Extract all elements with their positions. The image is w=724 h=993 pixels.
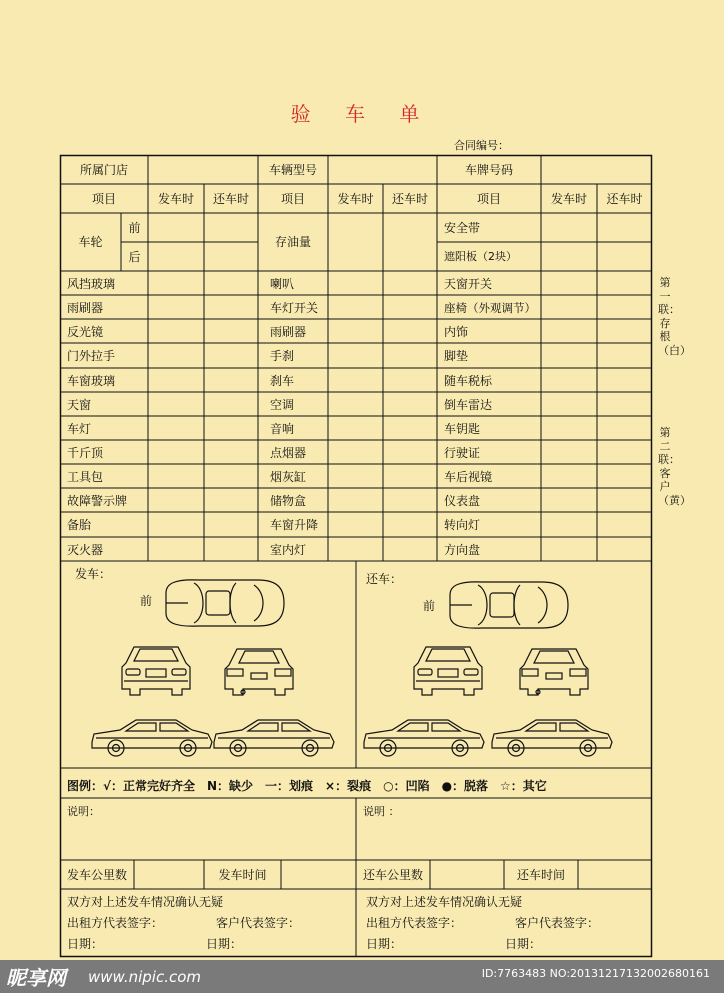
contract-number-label: 合同编号： bbox=[454, 139, 509, 152]
item-label: 刹车 bbox=[270, 374, 295, 388]
depart-time-label: 发车时间 bbox=[218, 868, 267, 882]
item-label: 门外拉手 bbox=[67, 349, 116, 363]
notes-label-left: 说明： bbox=[67, 805, 100, 818]
depart-diagram-label: 发车： bbox=[75, 567, 112, 581]
item-label: 备胎 bbox=[67, 518, 92, 532]
date-right-2: 日期： bbox=[505, 937, 542, 951]
item-label: 雨刷器 bbox=[270, 325, 307, 339]
col-item-3: 项目 bbox=[476, 192, 501, 206]
item-label: 转向灯 bbox=[444, 518, 481, 532]
plate-label: 车牌号码 bbox=[464, 163, 513, 177]
item-label: 随车税标 bbox=[444, 374, 493, 388]
item-label: 烟灰缸 bbox=[270, 470, 307, 484]
item-label: 工具包 bbox=[67, 470, 104, 484]
col-return-1: 还车时 bbox=[212, 192, 249, 206]
date-left-2: 日期： bbox=[206, 937, 243, 951]
item-label: 车窗升降 bbox=[270, 518, 319, 532]
item-label: 音响 bbox=[270, 422, 295, 436]
date-left-1: 日期： bbox=[67, 937, 104, 951]
col-depart-3: 发车时 bbox=[550, 192, 587, 206]
col-return-2: 还车时 bbox=[391, 192, 428, 206]
item-label: 天窗开关 bbox=[444, 277, 493, 291]
item-label: 行驶证 bbox=[444, 446, 481, 460]
form-title: 验 车 单 bbox=[290, 102, 434, 126]
item-label: 车钥匙 bbox=[444, 422, 481, 436]
item-label: 车窗玻璃 bbox=[67, 374, 116, 388]
model-label: 车辆型号 bbox=[268, 163, 317, 177]
item-label: 风挡玻璃 bbox=[67, 277, 116, 291]
item-label: 倒车雷达 bbox=[444, 398, 493, 412]
item-label: 千斤顶 bbox=[67, 446, 104, 460]
return-mileage-label: 还车公里数 bbox=[362, 868, 423, 882]
date-right-1: 日期： bbox=[366, 937, 403, 951]
item-label: 喇叭 bbox=[270, 277, 295, 291]
item-label: 手刹 bbox=[270, 349, 295, 363]
item-label: 脚垫 bbox=[444, 349, 469, 363]
notes-label-right: 说明 ： bbox=[363, 805, 400, 818]
item-label: 雨刷器 bbox=[67, 301, 104, 315]
side-note-customer: 第二联：客户（黄） bbox=[658, 426, 691, 507]
fuel-label: 存油量 bbox=[274, 235, 311, 249]
item-label: 车后视镜 bbox=[444, 470, 493, 484]
item-label: 反光镜 bbox=[67, 325, 104, 339]
item-label: 方向盘 bbox=[444, 543, 481, 557]
store-label: 所属门店 bbox=[79, 163, 128, 177]
item-label: 座椅（外观调节） bbox=[444, 301, 536, 315]
client-sign-left: 客户代表签字： bbox=[216, 916, 301, 930]
item-label: 故障警示牌 bbox=[67, 494, 128, 508]
item-label: 灭火器 bbox=[67, 543, 104, 557]
wheel-rear-label: 后 bbox=[128, 250, 141, 264]
item-label: 车灯开关 bbox=[270, 301, 319, 315]
wheel-front-label: 前 bbox=[128, 221, 141, 235]
confirm-text-left: 双方对上述发车情况确认无疑 bbox=[67, 895, 224, 909]
return-diagram-label: 还车： bbox=[366, 572, 403, 586]
legend: 图例：√：正常完好齐全 N：缺少 一：划痕 ×：裂痕 ○：凹陷 ●：脱落 ☆：其它 bbox=[67, 779, 547, 793]
item-label: 空调 bbox=[270, 398, 295, 412]
watermark-site: www.nipic.com bbox=[88, 968, 202, 986]
item-label: 天窗 bbox=[67, 398, 92, 412]
car-diagrams bbox=[60, 561, 652, 768]
item-label: 室内灯 bbox=[270, 543, 307, 557]
watermark-id: ID:7763483 NO:20131217132002680161 bbox=[481, 967, 710, 980]
return-time-label: 还车时间 bbox=[516, 868, 565, 882]
col-depart-1: 发车时 bbox=[157, 192, 194, 206]
sunvisor-label: 遮阳板（2块） bbox=[444, 250, 517, 263]
lessor-sign-right: 出租方代表签字： bbox=[366, 916, 463, 930]
seatbelt-label: 安全带 bbox=[444, 221, 481, 235]
item-label: 点烟器 bbox=[270, 446, 307, 460]
depart-front-label: 前 bbox=[140, 594, 153, 608]
watermark-brand: 昵享网 bbox=[6, 966, 66, 990]
col-return-3: 还车时 bbox=[606, 192, 643, 206]
side-note-stub: 第一联：存根（白） bbox=[658, 276, 691, 357]
return-front-label: 前 bbox=[423, 599, 436, 613]
item-label: 仪表盘 bbox=[444, 494, 481, 508]
col-item-2: 项目 bbox=[280, 192, 305, 206]
col-item-1: 项目 bbox=[91, 192, 116, 206]
lessor-sign-left: 出租方代表签字： bbox=[67, 916, 164, 930]
item-label: 储物盒 bbox=[270, 494, 307, 508]
client-sign-right: 客户代表签字： bbox=[515, 916, 600, 930]
wheel-label: 车轮 bbox=[78, 235, 103, 249]
confirm-text-right: 双方对上述发车情况确认无疑 bbox=[366, 895, 523, 909]
item-label: 内饰 bbox=[444, 325, 469, 339]
depart-mileage-label: 发车公里数 bbox=[66, 868, 127, 882]
col-depart-2: 发车时 bbox=[337, 192, 374, 206]
item-label: 车灯 bbox=[67, 422, 92, 436]
